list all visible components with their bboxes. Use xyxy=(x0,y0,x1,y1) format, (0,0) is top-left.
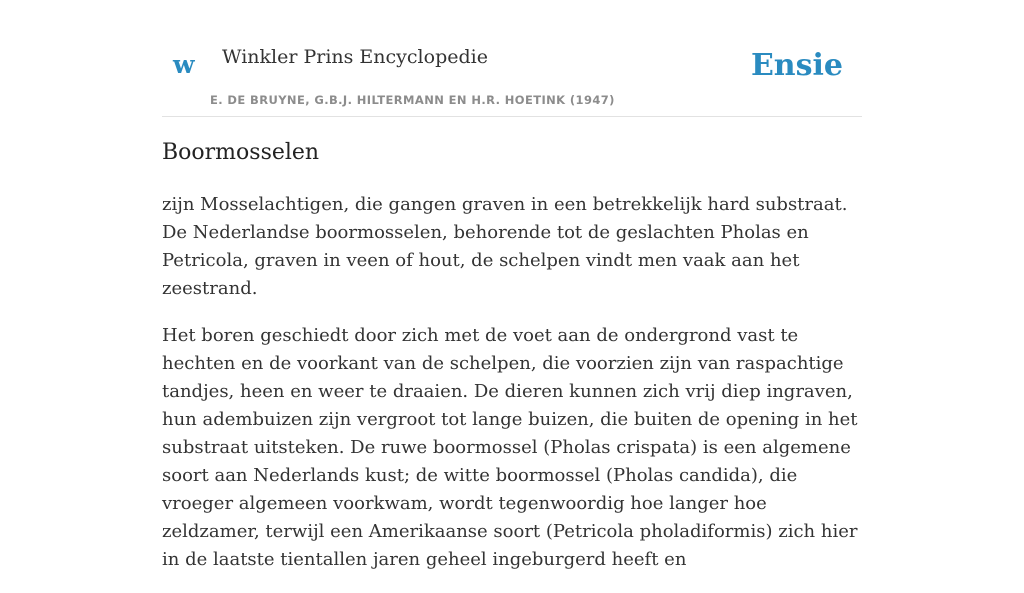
article-paragraph: Het boren geschiedt door zich met de voet aan de ondergrond vast te hechten en de voorkant van de schelpen, die voorzien zijn van raspachtige tandjes, heen en weer te draaien. De dieren kunnen zich vrij diep ingraven, hun adembuizen zijn vergroot tot lange buizen, die buiten de opening in het substraat uitsteken. De ruwe boormossel (Pholas crispata) is een algemene soort aan Nederlands kust; de witte boormossel (Pholas candida), die vroeger algemeen voorkwam, wordt tegenwoordig hoe langer hoe zeldzamer, terwijl een Amerikaanse soort (Petricola pholadiformis) zich hier in de laatste tientallen jaren geheel ingeburgerd heeft en xyxy=(162,325,858,570)
site-header xyxy=(162,0,862,117)
article-body xyxy=(162,191,862,593)
site-title[interactable]: Winkler Prins Encyclopedie xyxy=(222,46,488,68)
brand-logo[interactable]: Ensie xyxy=(750,48,843,83)
article-title: Boormosselen xyxy=(162,140,320,165)
authors-byline: E. DE BRUYNE, G.B.J. HILTERMANN EN H.R. HOETINK (1947) xyxy=(210,93,615,107)
logo-w-icon[interactable]: w xyxy=(173,50,195,79)
article-paragraph: zijn Mosselachtigen, die gangen graven in een betrekkelijk hard substraat. De Nederlandse boormosselen, behorende tot de geslachten Pholas en Petricola, graven in veen of hout, de schelpen vindt men vaak aan het zeestrand. xyxy=(162,194,848,299)
